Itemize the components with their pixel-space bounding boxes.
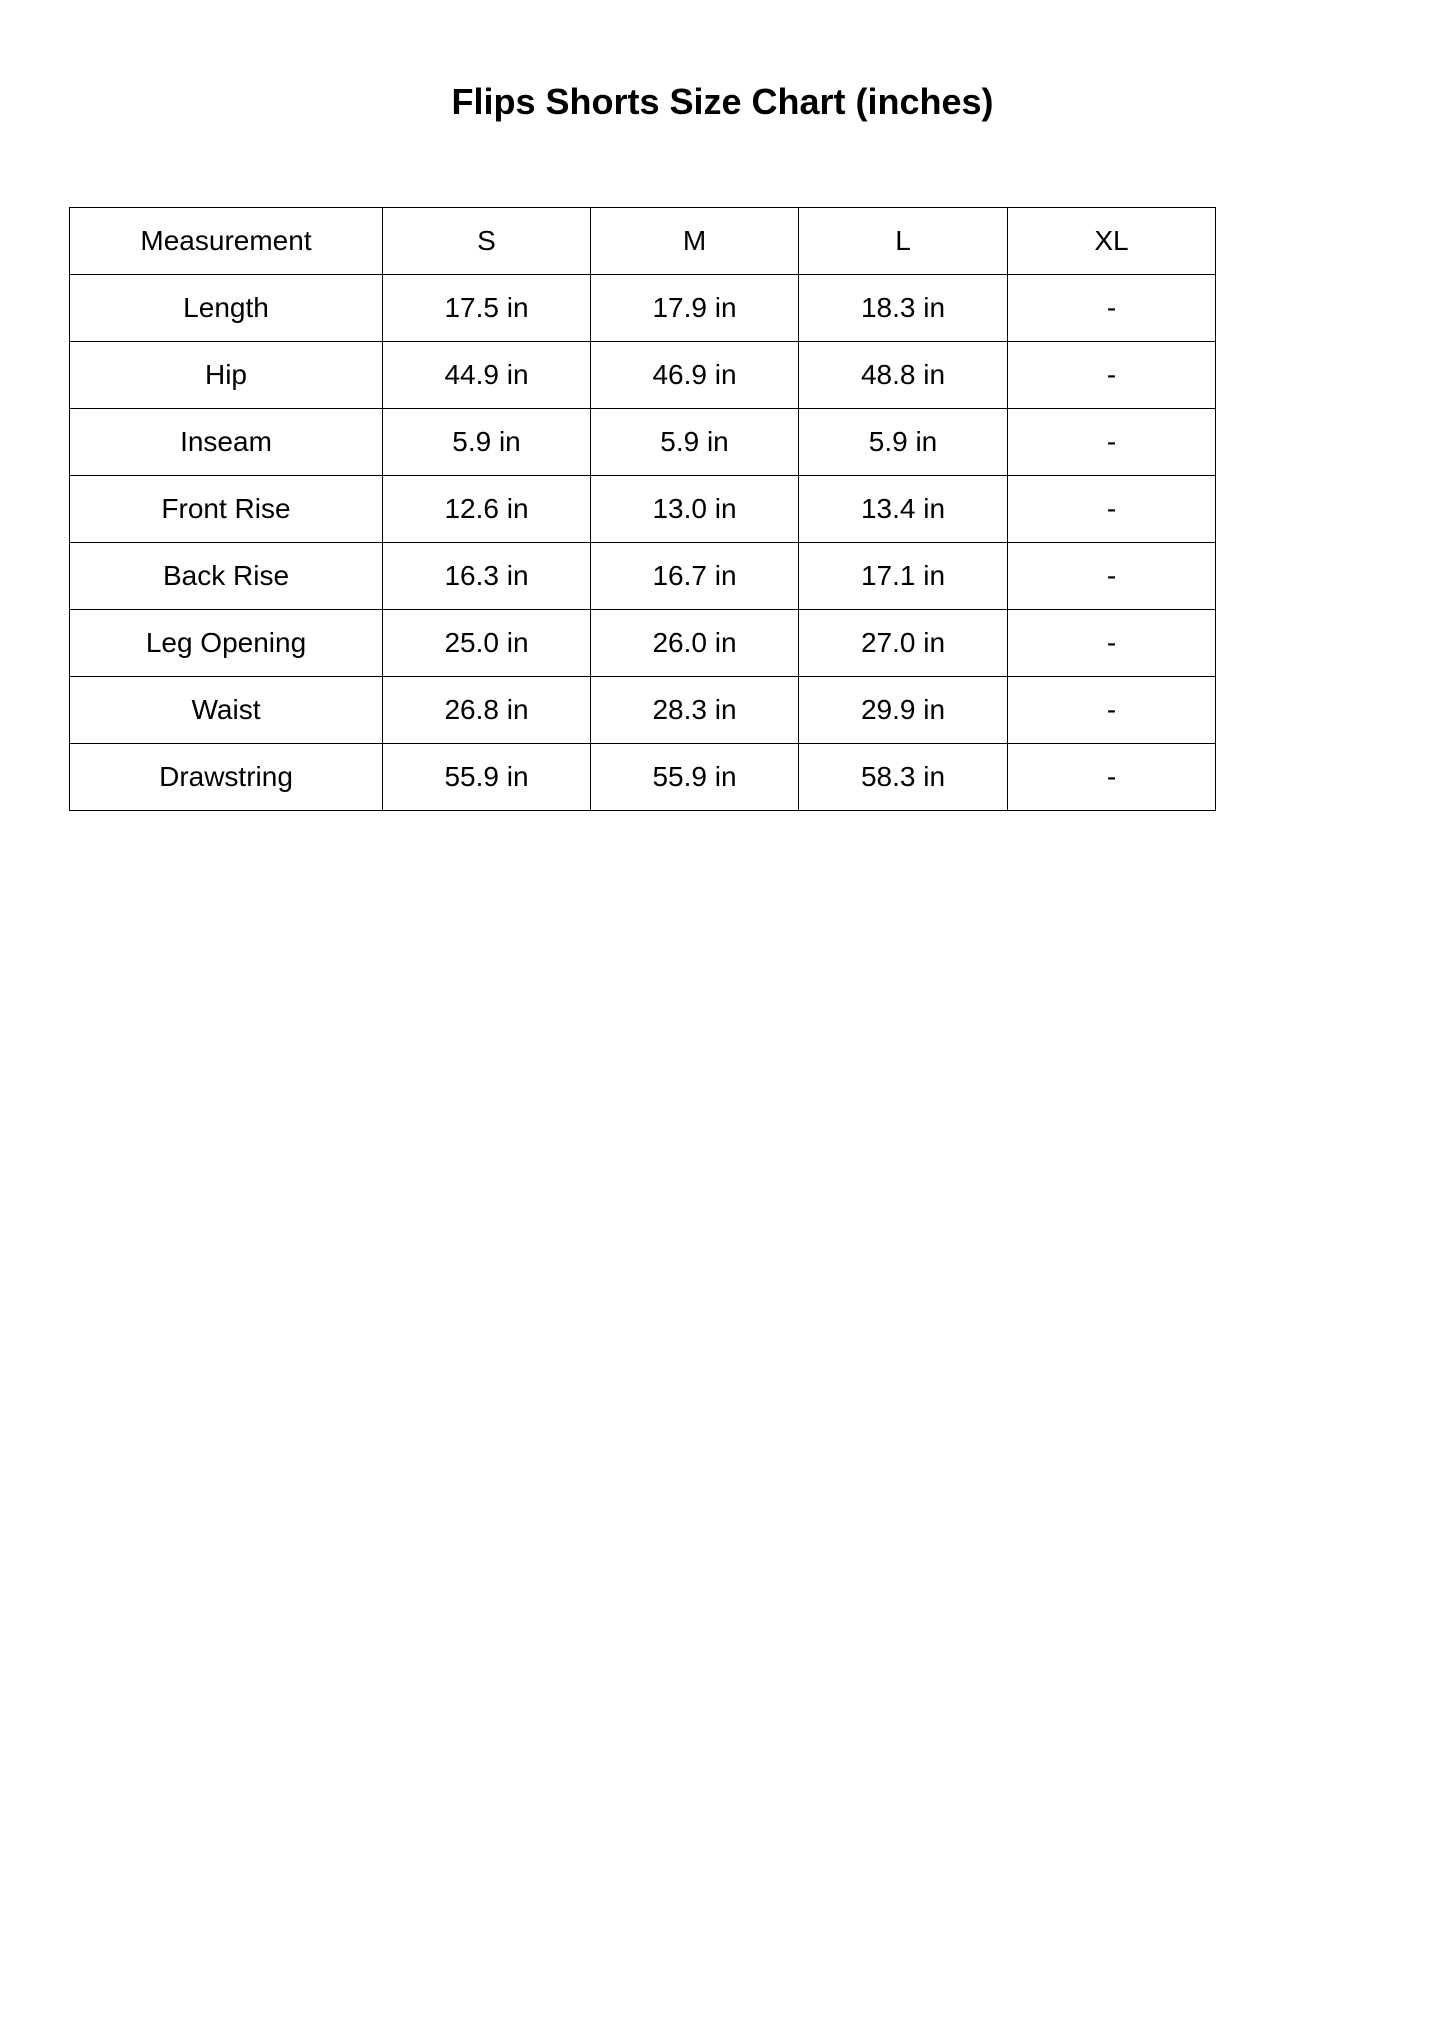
cell-value: - [1008, 543, 1216, 610]
cell-value: - [1008, 409, 1216, 476]
cell-value: 26.8 in [383, 677, 591, 744]
cell-value: 26.0 in [591, 610, 799, 677]
header-size-l: L [799, 208, 1008, 275]
cell-value: 48.8 in [799, 342, 1008, 409]
table-header-row [70, 208, 1216, 275]
row-label: Leg Opening [70, 610, 383, 677]
cell-value: 12.6 in [383, 476, 591, 543]
cell-value: 58.3 in [799, 744, 1008, 811]
table-row [70, 476, 1216, 543]
table-row [70, 610, 1216, 677]
cell-value: 55.9 in [383, 744, 591, 811]
cell-value: 27.0 in [799, 610, 1008, 677]
cell-value: 5.9 in [591, 409, 799, 476]
row-label: Hip [70, 342, 383, 409]
cell-value: 55.9 in [591, 744, 799, 811]
cell-value: - [1008, 275, 1216, 342]
cell-value: 13.4 in [799, 476, 1008, 543]
header-size-m: M [591, 208, 799, 275]
table-row [70, 744, 1216, 811]
table-row [70, 342, 1216, 409]
header-measurement: Measurement [70, 208, 383, 275]
table-row [70, 275, 1216, 342]
cell-value: 5.9 in [799, 409, 1008, 476]
cell-value: 29.9 in [799, 677, 1008, 744]
cell-value: 18.3 in [799, 275, 1008, 342]
row-label: Back Rise [70, 543, 383, 610]
cell-value: - [1008, 744, 1216, 811]
row-label: Length [70, 275, 383, 342]
cell-value: - [1008, 677, 1216, 744]
row-label: Front Rise [70, 476, 383, 543]
header-size-s: S [383, 208, 591, 275]
cell-value: 17.5 in [383, 275, 591, 342]
cell-value: 5.9 in [383, 409, 591, 476]
page-title: Flips Shorts Size Chart (inches) [451, 81, 994, 122]
header-size-xl: XL [1008, 208, 1216, 275]
cell-value: 46.9 in [591, 342, 799, 409]
row-label: Drawstring [70, 744, 383, 811]
row-label: Inseam [70, 409, 383, 476]
cell-value: - [1008, 476, 1216, 543]
cell-value: - [1008, 610, 1216, 677]
cell-value: 25.0 in [383, 610, 591, 677]
cell-value: 16.7 in [591, 543, 799, 610]
cell-value: 13.0 in [591, 476, 799, 543]
cell-value: 17.9 in [591, 275, 799, 342]
table-row [70, 409, 1216, 476]
cell-value: 44.9 in [383, 342, 591, 409]
table-row [70, 543, 1216, 610]
cell-value: - [1008, 342, 1216, 409]
cell-value: 28.3 in [591, 677, 799, 744]
cell-value: 16.3 in [383, 543, 591, 610]
row-label: Waist [70, 677, 383, 744]
size-chart-table [69, 207, 1216, 811]
cell-value: 17.1 in [799, 543, 1008, 610]
table-row [70, 677, 1216, 744]
